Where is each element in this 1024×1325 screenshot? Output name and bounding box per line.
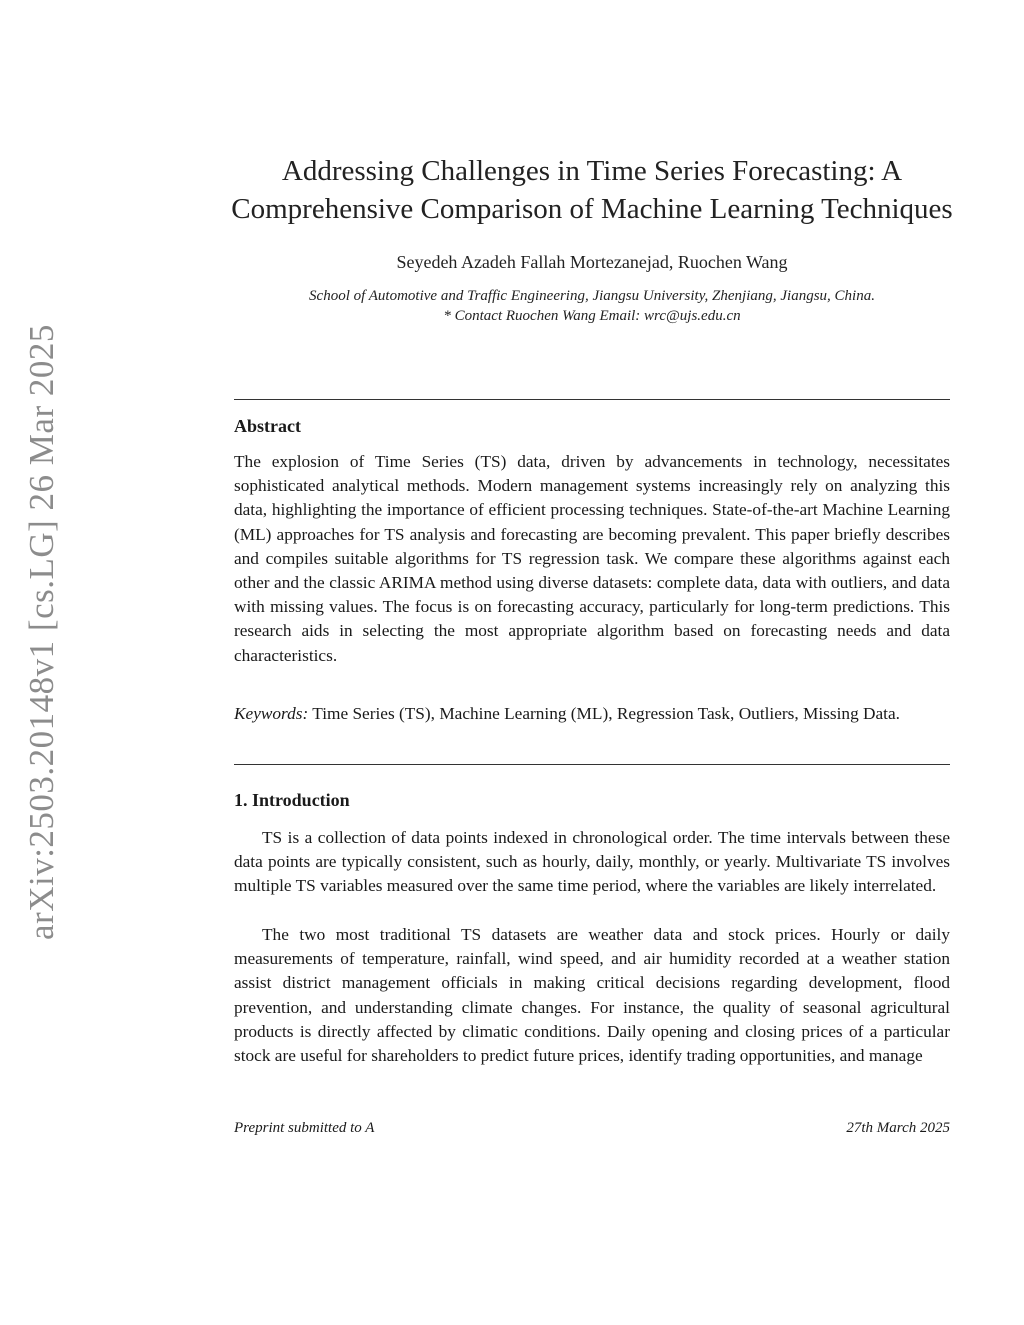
arxiv-side-stamp: arXiv:2503.20148v1 [cs.LG] 26 Mar 2025	[22, 324, 61, 940]
intro-paragraph-2: The two most traditional TS datasets are weather data and stock prices. Hourly or daily measurements of temperature, rainfall, wind speed, and air humidity recorded at a weather station assist district management officials in making critical decisions regarding development, flood prevention, and understanding climate changes. For instance, the quality of seasonal agricultural products is directly affected by climatic conditions. Daily opening and closing prices of a particular stock are useful for shareholders to predict future prices, identify trading opportunities, and manage	[234, 925, 950, 1066]
abstract-text: The explosion of Time Series (TS) data, driven by advancements in technology, necessitates sophisticated analytical methods. Modern management systems increasingly rely on analyzing this data, highlighting the importance of efficient processing techniques. State-of-the-art Machine Learning (ML) approaches for TS analysis and forecasting are becoming prevalent. This paper briefly describes and compiles suitable algorithms for TS regression task. We compare these algorithms against each other and the classic ARIMA method using diverse datasets: complete data, data with outliers, and data with missing values. The focus is on forecasting accuracy, particularly for long-term predictions. This research aids in selecting the most appropriate algorithm based on forecasting needs and data characteristics.	[234, 452, 950, 665]
affiliation	[200, 286, 984, 326]
affiliation-line: School of Automotive and Traffic Engineering, Jiangsu University, Zhenjiang, Jiangsu, China.	[309, 288, 875, 304]
keywords-label: Keywords:	[234, 704, 309, 723]
abstract-top-rule	[234, 399, 950, 400]
keywords-text: Time Series (TS), Machine Learning (ML), Regression Task, Outliers, Missing Data.	[312, 704, 900, 723]
author-list: Seyedeh Azadeh Fallah Mortezanejad, Ruochen Wang	[396, 252, 788, 272]
section-heading-introduction: 1. Introduction	[234, 790, 350, 810]
abstract-heading: Abstract	[234, 416, 301, 436]
footer-date: 27th March 2025	[846, 1120, 950, 1136]
title-line-2: Comprehensive Comparison of Machine Learning Techniques	[231, 193, 953, 225]
page-footer	[234, 1120, 950, 1137]
footer-preprint-note: Preprint submitted to A	[234, 1120, 375, 1136]
title-line-1: Addressing Challenges in Time Series Forecasting: A	[281, 155, 903, 187]
contact-line: * Contact Ruochen Wang Email: wrc@ujs.edu.cn	[443, 308, 741, 324]
abstract-bottom-rule	[234, 764, 950, 765]
intro-paragraph-1: TS is a collection of data points indexed in chronological order. The time intervals between these data points are typically consistent, such as hourly, daily, monthly, or yearly. Multivariate TS involves multiple TS variables measured over the same time period, where the variables are likely interrelated.	[234, 828, 950, 896]
paper-title	[200, 152, 984, 228]
keywords	[234, 702, 950, 726]
